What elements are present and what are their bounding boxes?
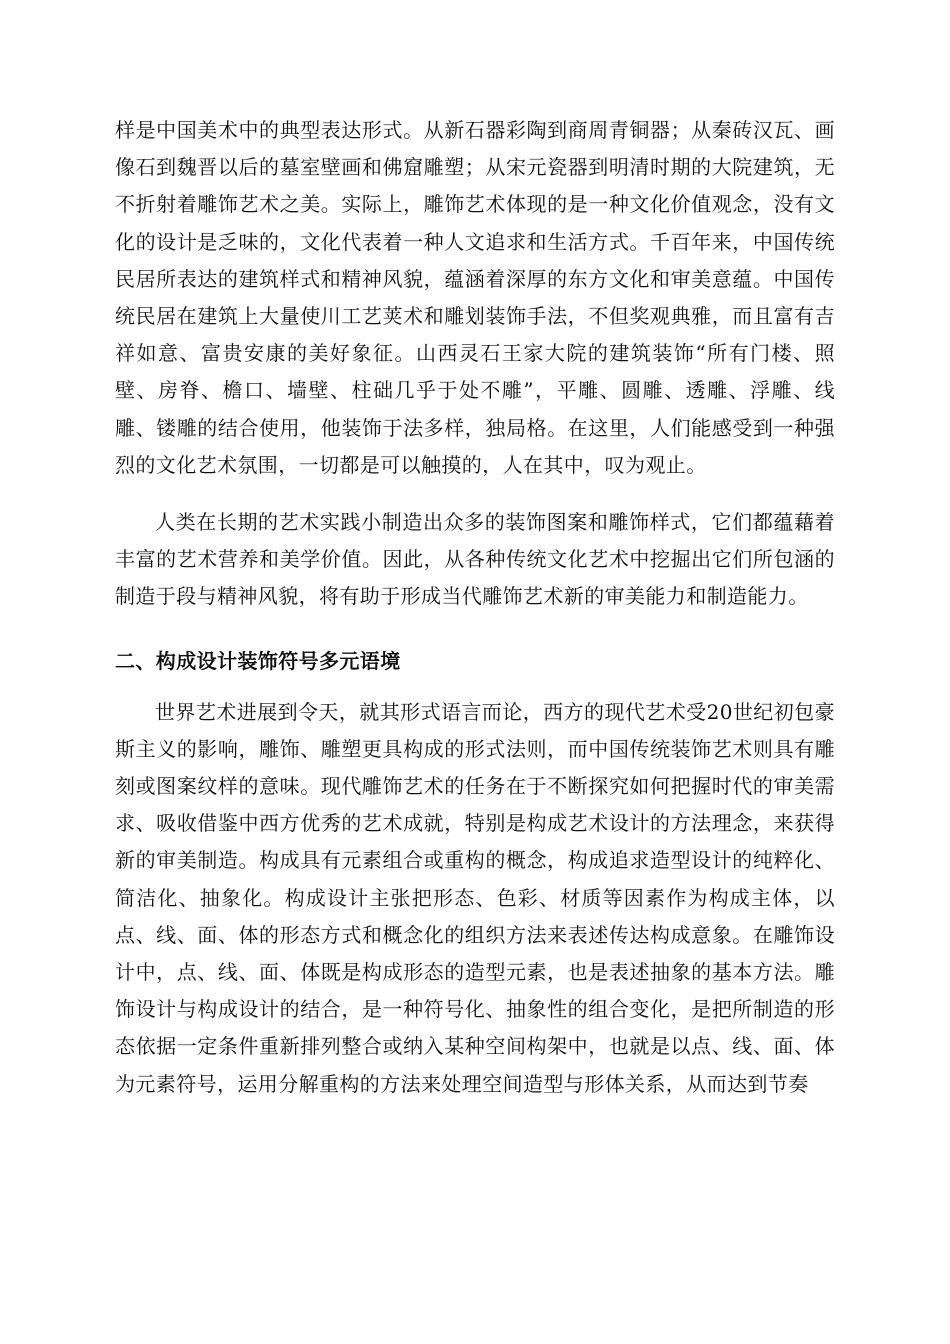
- paragraph-composition-design: 世界艺术进展到令天，就其形式语言而论，西方的现代艺术受20世纪初包豪斯主义的影响，雕饰、雕塑更具构成的形式法则，而中国传统装饰艺术则具有雕刻或图案纹样的意味。现代雕饰艺术的任务在于不断探究如何把握时代的审美需求、吸收借鉴中西方优秀的艺术成就，特别是构成艺术设计的方法理念，来获得新的审美制造。构成具有元素组合或重构的概念，构成追求造型设计的纯粹化、简洁化、抽象化。构成设计主张把形态、色彩、材质等因素作为构成主体，以点、线、面、体的形态方式和概念化的组织方法来表述传达构成意象。在雕饰设计中，点、线、面、体既是构成形态的造型元素，也是表述抽象的基本方法。雕饰设计与构成设计的结合，是一种符号化、抽象性的组合变化，是把所制造的形态依据一定条件重新排列整合或纳入某种空间构架中，也就是以点、线、面、体为元素符号，运用分解重构的方法来处理空间造型与形体关系，从而达到节奏: [115, 699, 835, 1096]
- section-heading: 二、构成设计装饰符号多元语境: [115, 648, 401, 673]
- document-page: [115, 112, 835, 1103]
- paragraph-decoration-patterns: 人类在长期的艺术实践小制造出众多的装饰图案和雕饰样式，它们都蕴藉着丰富的艺术营养和美学价值。因此，从各种传统文化艺术中挖掘出它们所包涵的制造于段与精神风貌，将有助于形成当代雕饰艺术新的审美能力和制造能力。: [115, 510, 835, 609]
- paragraph-continued: 样是中国美术中的典型表达形式。从新石器彩陶到商周青铜器；从秦砖汉瓦、画像石到魏晋以后的墓室壁画和佛窟雕塑；从宋元瓷器到明清时期的大院建筑，无不折射着雕饰艺术之美。实际上，雕饰艺术体现的是一种文化价值观念，没有文化的设计是乏味的，文化代表着一种人文追求和生活方式。千百年来，中国传统民居所表达的建筑样式和精神风貌，蕴涵着深厚的东方文化和审美意蕴。中国传统民居在建筑上大量使川工艺荚术和雕划装饰手法，不但奖观典雅，而且富有吉祥如意、富贵安康的美好象征。山西灵石王家大院的建筑装饰“所有门楼、照壁、房脊、檐口、墙壁、柱础几乎于处不雕”，平雕、圆雕、透雕、浮雕、线雕、镂雕的结合使用，他装饰于法多样，独局格。在这里，人们能感受到一种强烈的文化艺术氛围，一切都是可以触摸的，人在其中，叹为观止。: [115, 118, 835, 477]
